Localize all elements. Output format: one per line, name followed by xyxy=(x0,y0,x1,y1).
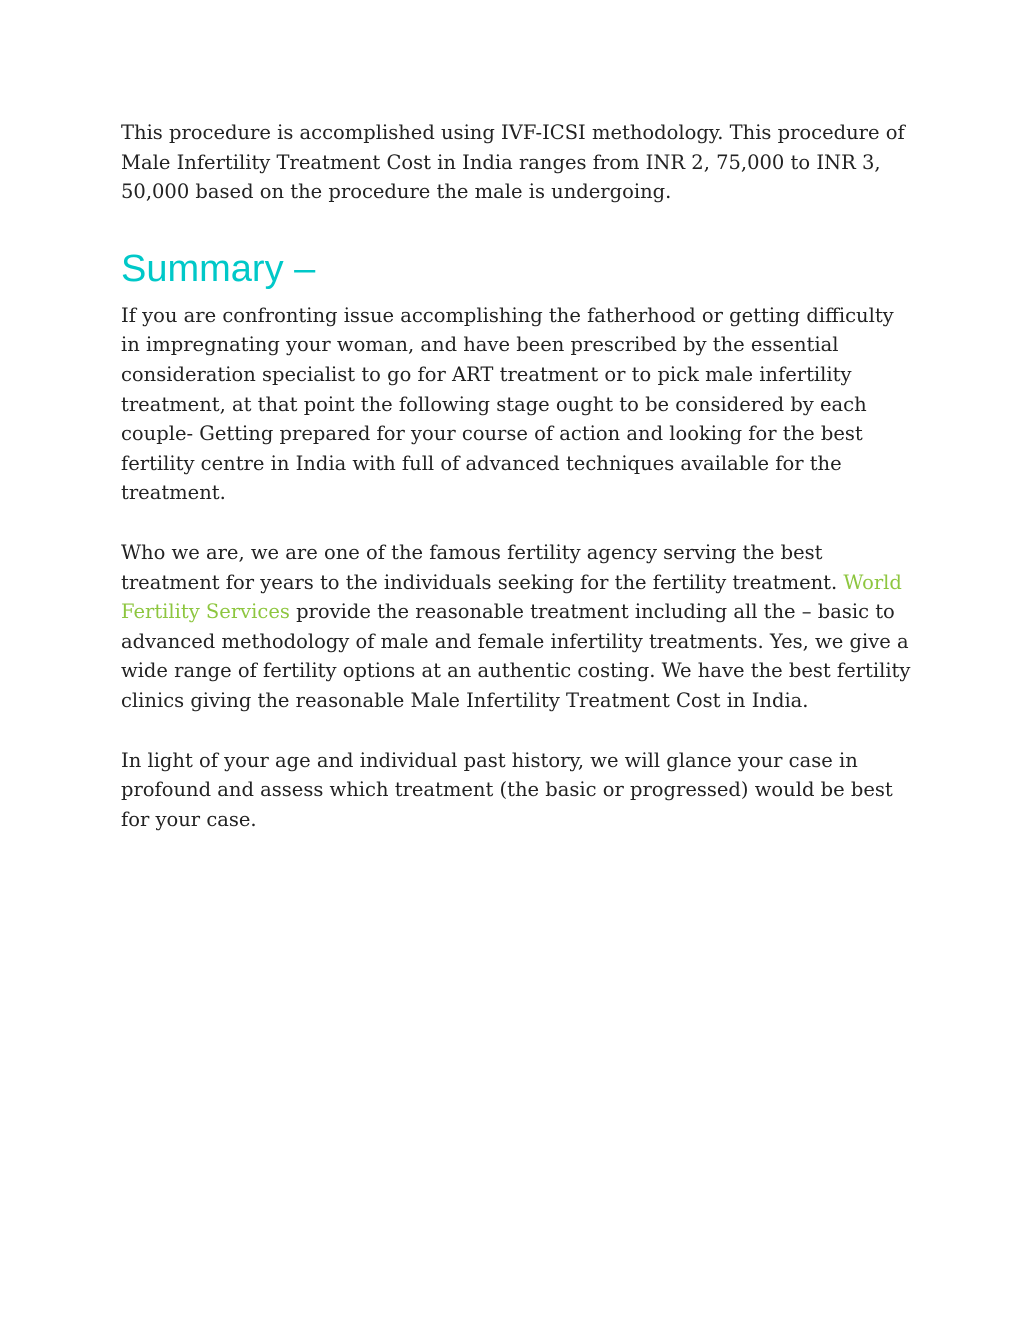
intro-paragraph: This procedure is accomplished using IVF-ICSI methodology. This procedure of Male Infertility Treatment Cost in India ranges from INR 2, 75,000 to INR 3, 50,000 based on the procedure the male is undergoing. xyxy=(121,121,905,204)
world-fertility-services-link[interactable]: World Fertility Services xyxy=(121,570,902,624)
summary-paragraph: If you are confronting issue accomplishing the fatherhood or getting difficulty in impregnating your woman, and have been prescribed by the essential consideration specialist to go for ART treatment or to pick male infertility treatment, at that point the following stage ought to be considered by each couple- Getting prepared for your course of action and looking for the best fertility centre in India with full of advanced techniques available for the treatment. xyxy=(121,303,894,505)
summary-heading: Summary – xyxy=(121,247,316,290)
age-history-paragraph: In light of your age and individual past history, we will glance your case in profound and assess which treatment (the basic or progressed) would be best for your case. xyxy=(121,748,893,831)
who-we-are-text-start: Who we are, we are one of the famous fertility agency serving the best treatment for years to the individuals seeking for the fertility treatment. xyxy=(121,540,844,594)
who-we-are-text-end: provide the reasonable treatment including all the – basic to advanced methodology of male and female infertility treatments. Yes, we give a wide range of fertility options at an authentic costing. We have the best fertility clinics giving the reasonable Male Infertility Treatment Cost in India. xyxy=(121,600,911,712)
who-we-are-paragraph xyxy=(121,538,911,716)
document-page xyxy=(121,118,911,834)
